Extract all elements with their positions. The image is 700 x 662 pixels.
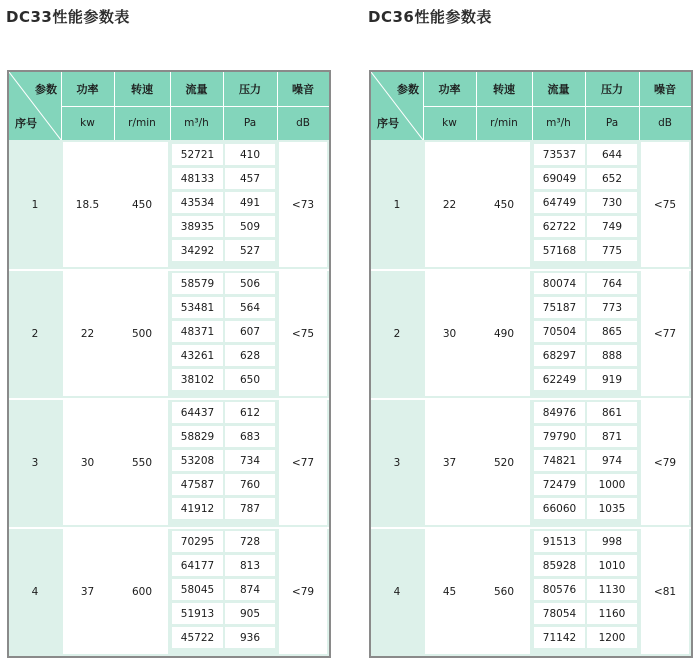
flow-value: 62249 [534,369,585,390]
group-seq-value: 3 [31,456,39,469]
flow-pressure-row [172,216,275,237]
pressure-value: 871 [587,426,637,447]
flow-value: 70504 [534,321,585,342]
header-param-label: 参数 [397,83,419,96]
flow-value: 52721 [172,144,223,165]
flow-pressure-row [534,603,637,624]
flow-value: 41912 [172,498,223,519]
flow-pressure-row [172,321,275,342]
flow-value: 62722 [534,216,585,237]
pressure-value: 1010 [587,555,637,576]
pressure-value: 628 [225,345,275,366]
flow-pressure-row [534,579,637,600]
flow-value: 38102 [172,369,223,390]
group-power-value: 30 [80,456,95,469]
flow-value: 64749 [534,192,585,213]
flow-pressure-row [172,273,275,294]
pressure-value: 773 [587,297,637,318]
pressure-value: 652 [587,168,637,189]
flow-pressure-row [534,498,637,519]
group-seq-value: 1 [393,198,401,211]
pressure-value: 1200 [587,627,637,648]
group-noise-value: <79 [653,456,677,469]
flow-pressure-row [172,579,275,600]
flow-value: 70295 [172,531,223,552]
header-pressure-label: 压力 [239,83,261,96]
flow-value: 69049 [534,168,585,189]
header-speed-unit: r/min [128,117,156,129]
pressure-value: 998 [587,531,637,552]
flow-value: 66060 [534,498,585,519]
group-speed-value: 450 [131,198,153,211]
pressure-value: 874 [225,579,275,600]
flow-value: 74821 [534,450,585,471]
flow-pressure-row [172,450,275,471]
group-speed-value: 490 [493,327,515,340]
group-divider [9,398,329,400]
header-speed-label: 转速 [493,83,515,96]
pressure-value: 650 [225,369,275,390]
pressure-value: 749 [587,216,637,237]
dc33-title: DC33性能参数表 [6,8,130,26]
flow-pressure-row [534,345,637,366]
flow-value: 64437 [172,402,223,423]
header-power-unit: kw [80,117,95,129]
flow-pressure-row [172,240,275,261]
header-row-divider [423,106,691,107]
dc36-performance-table [369,70,693,658]
table-header [371,72,691,140]
pressure-value: 905 [225,603,275,624]
pressure-value: 764 [587,273,637,294]
flow-value: 58045 [172,579,223,600]
flow-pressure-row [534,144,637,165]
flow-pressure-row [172,531,275,552]
group-noise-value: <73 [291,198,315,211]
flow-pressure-row [534,627,637,648]
header-noise-label: 噪音 [654,83,676,96]
flow-pressure-row [172,345,275,366]
group-seq-value: 2 [31,327,39,340]
pressure-value: 936 [225,627,275,648]
header-power-unit: kw [442,117,457,129]
table-group [9,269,329,398]
group-noise-value: <77 [653,327,677,340]
header-param-label: 参数 [35,83,57,96]
flow-value: 71142 [534,627,585,648]
flow-value: 64177 [172,555,223,576]
table-group [9,140,329,269]
header-pressure-label: 压力 [601,83,623,96]
group-power-value: 45 [442,585,457,598]
flow-pressure-row [534,531,637,552]
header-speed-label: 转速 [131,83,153,96]
header-row-divider [61,106,329,107]
pressure-value: 683 [225,426,275,447]
flow-value: 79790 [534,426,585,447]
header-flow-label: 流量 [547,83,570,96]
group-speed-value: 550 [131,456,153,469]
pressure-value: 974 [587,450,637,471]
group-power-value: 18.5 [75,198,100,211]
flow-value: 58579 [172,273,223,294]
group-speed-value: 450 [493,198,515,211]
table-header [9,72,329,140]
header-seq-label: 序号 [377,117,399,130]
flow-value: 51913 [172,603,223,624]
flow-pressure-row [172,627,275,648]
group-noise-value: <75 [653,198,677,211]
table-group [371,527,691,656]
group-power-value: 37 [442,456,457,469]
flow-value: 80576 [534,579,585,600]
flow-pressure-row [172,474,275,495]
group-speed-value: 500 [131,327,153,340]
header-power-label: 功率 [76,83,99,96]
pressure-value: 457 [225,168,275,189]
table-body [371,140,691,656]
flow-value: 53481 [172,297,223,318]
pressure-value: 1160 [587,603,637,624]
pressure-value: 813 [225,555,275,576]
pressure-value: 734 [225,450,275,471]
flow-pressure-row [172,168,275,189]
table-group [9,398,329,527]
pressure-value: 644 [587,144,637,165]
flow-value: 38935 [172,216,223,237]
flow-value: 68297 [534,345,585,366]
pressure-value: 509 [225,216,275,237]
header-pressure-unit: Pa [243,117,257,129]
flow-pressure-row [534,240,637,261]
flow-value: 75187 [534,297,585,318]
pressure-value: 491 [225,192,275,213]
flow-pressure-row [172,369,275,390]
header-power-label: 功率 [438,83,461,96]
flow-value: 72479 [534,474,585,495]
flow-pressure-row [534,474,637,495]
pressure-value: 506 [225,273,275,294]
flow-pressure-row [534,402,637,423]
flow-pressure-row [172,297,275,318]
pressure-value: 730 [587,192,637,213]
table-group [9,527,329,656]
flow-value: 45722 [172,627,223,648]
table-group [371,398,691,527]
pressure-value: 1000 [587,474,637,495]
flow-pressure-row [172,426,275,447]
header-noise-unit: dB [658,117,672,129]
flow-pressure-row [534,216,637,237]
pressure-value: 527 [225,240,275,261]
group-seq-value: 2 [393,327,401,340]
group-seq-value: 1 [31,198,39,211]
flow-pressure-row [172,555,275,576]
flow-value: 73537 [534,144,585,165]
flow-value: 53208 [172,450,223,471]
flow-value: 78054 [534,603,585,624]
table-group [371,269,691,398]
flow-pressure-row [172,144,275,165]
header-seq-label: 序号 [15,117,37,130]
group-speed-value: 520 [493,456,515,469]
group-noise-value: <79 [291,585,315,598]
group-seq-value: 3 [393,456,401,469]
group-divider [371,269,691,271]
pressure-value: 564 [225,297,275,318]
group-power-value: 37 [80,585,95,598]
pressure-value: 1035 [587,498,637,519]
flow-pressure-row [172,402,275,423]
flow-value: 91513 [534,531,585,552]
group-noise-value: <75 [291,327,315,340]
pressure-value: 865 [587,321,637,342]
header-flow-unit: m³/h [546,117,571,129]
table-group [371,140,691,269]
header-flow-label: 流量 [185,83,208,96]
dc33-performance-table [7,70,331,658]
pressure-value: 728 [225,531,275,552]
pressure-value: 919 [587,369,637,390]
pressure-value: 612 [225,402,275,423]
group-divider [371,398,691,400]
flow-pressure-row [534,297,637,318]
pressure-value: 861 [587,402,637,423]
header-speed-unit: r/min [490,117,518,129]
group-noise-value: <77 [291,456,315,469]
pressure-value: 775 [587,240,637,261]
flow-pressure-row [172,498,275,519]
flow-pressure-row [534,369,637,390]
flow-pressure-row [534,555,637,576]
pressure-value: 787 [225,498,275,519]
flow-value: 57168 [534,240,585,261]
flow-pressure-row [534,321,637,342]
group-divider [371,527,691,529]
flow-value: 84976 [534,402,585,423]
group-power-value: 22 [80,327,95,340]
pressure-value: 888 [587,345,637,366]
flow-value: 48133 [172,168,223,189]
group-power-value: 30 [442,327,457,340]
header-flow-unit: m³/h [184,117,209,129]
group-seq-value: 4 [393,585,401,598]
pressure-value: 1130 [587,579,637,600]
group-speed-value: 560 [493,585,515,598]
flow-value: 43261 [172,345,223,366]
flow-value: 80074 [534,273,585,294]
flow-value: 85928 [534,555,585,576]
group-divider [9,269,329,271]
flow-value: 34292 [172,240,223,261]
flow-pressure-row [534,192,637,213]
flow-pressure-row [534,426,637,447]
group-divider [9,527,329,529]
flow-pressure-row [534,273,637,294]
pressure-value: 607 [225,321,275,342]
dc36-title: DC36性能参数表 [368,8,492,26]
header-pressure-unit: Pa [605,117,619,129]
group-power-value: 22 [442,198,457,211]
flow-pressure-row [534,168,637,189]
group-speed-value: 600 [131,585,153,598]
group-seq-value: 4 [31,585,39,598]
header-noise-label: 噪音 [292,83,314,96]
flow-value: 43534 [172,192,223,213]
group-noise-value: <81 [653,585,677,598]
flow-value: 48371 [172,321,223,342]
header-noise-unit: dB [296,117,310,129]
flow-value: 58829 [172,426,223,447]
flow-pressure-row [534,450,637,471]
table-body [9,140,329,656]
flow-pressure-row [172,603,275,624]
pressure-value: 760 [225,474,275,495]
flow-value: 47587 [172,474,223,495]
flow-pressure-row [172,192,275,213]
pressure-value: 410 [225,144,275,165]
